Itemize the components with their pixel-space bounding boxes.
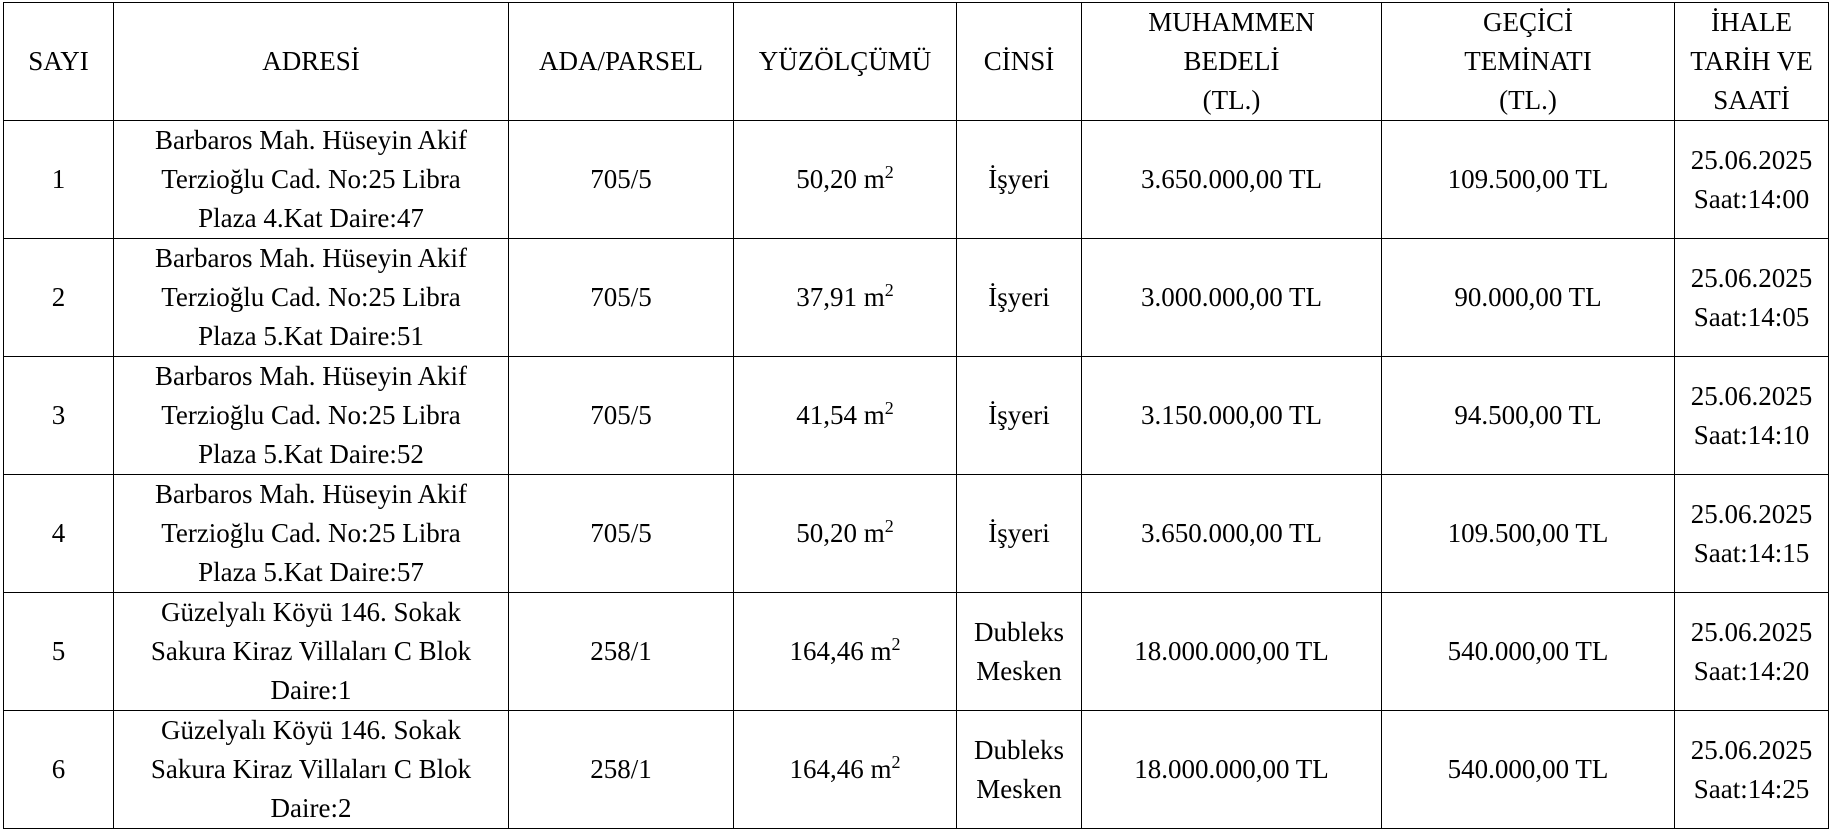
cell-yuzolcumu <box>734 711 957 829</box>
cell-adres: Barbaros Mah. Hüseyin Akif Terzioğlu Cad. No:25 Libra Plaza 5.Kat Daire:52 <box>114 357 509 475</box>
cell-muhammen-bedeli: 18.000.000,00 TL <box>1082 593 1382 711</box>
header-adres: ADRESİ <box>114 3 509 121</box>
area-unit-exponent: 2 <box>884 398 894 418</box>
cell-ada-parsel: 705/5 <box>509 121 734 239</box>
cell-adres: Güzelyalı Köyü 146. Sokak Sakura Kiraz Villaları C Blok Daire:1 <box>114 593 509 711</box>
cell-sayi: 3 <box>4 357 114 475</box>
cell-yuzolcumu <box>734 239 957 357</box>
cell-gecici-teminati: 109.500,00 TL <box>1382 121 1675 239</box>
area-unit-exponent: 2 <box>884 162 894 182</box>
table-row <box>4 593 1829 711</box>
header-muhammen-bedeli: MUHAMMEN BEDELİ (TL.) <box>1082 3 1382 121</box>
table-row <box>4 121 1829 239</box>
cell-yuzolcumu <box>734 593 957 711</box>
cell-muhammen-bedeli: 3.650.000,00 TL <box>1082 475 1382 593</box>
cell-ihale-tarih-saat: 25.06.2025 Saat:14:05 <box>1675 239 1829 357</box>
table-row <box>4 711 1829 829</box>
cell-yuzolcumu <box>734 475 957 593</box>
area-value: 164,46 m <box>789 636 892 666</box>
cell-ada-parsel: 258/1 <box>509 593 734 711</box>
table-row <box>4 475 1829 593</box>
table-body <box>4 121 1829 829</box>
cell-ihale-tarih-saat: 25.06.2025 Saat:14:20 <box>1675 593 1829 711</box>
area-value: 50,20 m <box>796 518 885 548</box>
cell-gecici-teminati: 94.500,00 TL <box>1382 357 1675 475</box>
cell-muhammen-bedeli: 3.000.000,00 TL <box>1082 239 1382 357</box>
area-unit-exponent: 2 <box>891 752 901 772</box>
cell-cinsi: Dubleks Mesken <box>957 593 1082 711</box>
cell-adres: Barbaros Mah. Hüseyin Akif Terzioğlu Cad. No:25 Libra Plaza 5.Kat Daire:51 <box>114 239 509 357</box>
auction-table <box>3 2 1829 829</box>
cell-cinsi: İşyeri <box>957 121 1082 239</box>
cell-ada-parsel: 705/5 <box>509 239 734 357</box>
area-value: 41,54 m <box>796 400 885 430</box>
area-unit-exponent: 2 <box>884 516 894 536</box>
area-unit-exponent: 2 <box>884 280 894 300</box>
cell-ihale-tarih-saat: 25.06.2025 Saat:14:10 <box>1675 357 1829 475</box>
table-row <box>4 239 1829 357</box>
cell-cinsi: İşyeri <box>957 357 1082 475</box>
cell-muhammen-bedeli: 18.000.000,00 TL <box>1082 711 1382 829</box>
cell-sayi: 2 <box>4 239 114 357</box>
cell-cinsi: Dubleks Mesken <box>957 711 1082 829</box>
cell-sayi: 4 <box>4 475 114 593</box>
cell-yuzolcumu <box>734 357 957 475</box>
table-header <box>4 3 1829 121</box>
cell-ihale-tarih-saat: 25.06.2025 Saat:14:25 <box>1675 711 1829 829</box>
cell-muhammen-bedeli: 3.650.000,00 TL <box>1082 121 1382 239</box>
cell-ada-parsel: 705/5 <box>509 357 734 475</box>
cell-gecici-teminati: 540.000,00 TL <box>1382 593 1675 711</box>
header-row <box>4 3 1829 121</box>
cell-sayi: 6 <box>4 711 114 829</box>
cell-cinsi: İşyeri <box>957 239 1082 357</box>
cell-yuzolcumu <box>734 121 957 239</box>
cell-adres: Güzelyalı Köyü 146. Sokak Sakura Kiraz Villaları C Blok Daire:2 <box>114 711 509 829</box>
area-value: 164,46 m <box>789 754 892 784</box>
cell-adres: Barbaros Mah. Hüseyin Akif Terzioğlu Cad. No:25 Libra Plaza 4.Kat Daire:47 <box>114 121 509 239</box>
cell-muhammen-bedeli: 3.150.000,00 TL <box>1082 357 1382 475</box>
cell-cinsi: İşyeri <box>957 475 1082 593</box>
header-ihale-tarih-saat: İHALE TARİH VE SAATİ <box>1675 3 1829 121</box>
cell-gecici-teminati: 90.000,00 TL <box>1382 239 1675 357</box>
cell-sayi: 1 <box>4 121 114 239</box>
cell-ada-parsel: 258/1 <box>509 711 734 829</box>
header-cinsi: CİNSİ <box>957 3 1082 121</box>
area-value: 37,91 m <box>796 282 885 312</box>
header-gecici-teminati: GEÇİCİ TEMİNATI (TL.) <box>1382 3 1675 121</box>
area-value: 50,20 m <box>796 164 885 194</box>
header-yuzolcumu: YÜZÖLÇÜMÜ <box>734 3 957 121</box>
cell-gecici-teminati: 540.000,00 TL <box>1382 711 1675 829</box>
cell-sayi: 5 <box>4 593 114 711</box>
cell-adres: Barbaros Mah. Hüseyin Akif Terzioğlu Cad. No:25 Libra Plaza 5.Kat Daire:57 <box>114 475 509 593</box>
cell-ihale-tarih-saat: 25.06.2025 Saat:14:00 <box>1675 121 1829 239</box>
header-ada-parsel: ADA/PARSEL <box>509 3 734 121</box>
cell-gecici-teminati: 109.500,00 TL <box>1382 475 1675 593</box>
cell-ihale-tarih-saat: 25.06.2025 Saat:14:15 <box>1675 475 1829 593</box>
cell-ada-parsel: 705/5 <box>509 475 734 593</box>
header-sayi: SAYI <box>4 3 114 121</box>
area-unit-exponent: 2 <box>891 634 901 654</box>
table-row <box>4 357 1829 475</box>
